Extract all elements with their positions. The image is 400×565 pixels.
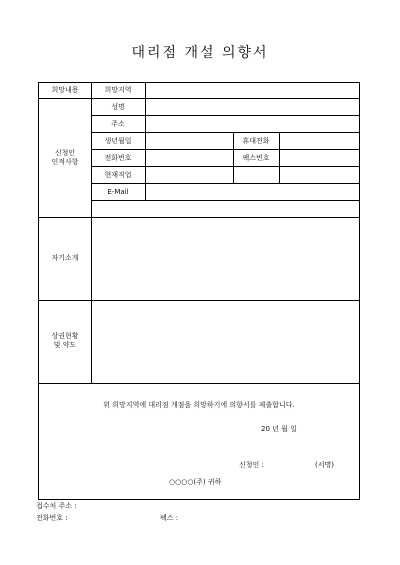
address-label: 주소 [111, 120, 125, 128]
job-extra-field-2[interactable] [281, 169, 357, 181]
row-divider [39, 300, 359, 301]
column-divider [145, 83, 146, 200]
row-divider [39, 383, 359, 384]
row-divider [39, 217, 359, 218]
applicant-label [39, 149, 91, 167]
applicant-label-line1: 신청인 [54, 149, 76, 157]
declaration-statement: 위 희망지역에 대리점 개점을 희망하기에 의향서를 제출합니다. [103, 401, 295, 409]
extra-field[interactable] [93, 202, 357, 215]
market-label [39, 332, 91, 350]
hope-label: 희망내용 [51, 86, 79, 94]
row-divider [91, 132, 359, 133]
job-field[interactable] [147, 169, 231, 181]
phone-label: 전화번호 [104, 154, 132, 162]
row-divider [39, 98, 359, 99]
phone-field[interactable] [147, 152, 231, 164]
footer-phone-label: 전화번호 : [36, 514, 68, 522]
footer-address-label: 접수처 주소 : [36, 502, 77, 510]
fax-field[interactable] [281, 152, 357, 164]
birth-label: 생년월일 [104, 137, 132, 145]
intro-label: 자기소개 [51, 254, 79, 262]
declaration-date: 20 년 월 일 [261, 425, 297, 433]
address-field[interactable] [147, 118, 357, 130]
birth-field[interactable] [147, 135, 231, 147]
mobile-field[interactable] [281, 135, 357, 147]
column-divider [279, 132, 280, 183]
market-field[interactable] [93, 302, 357, 381]
application-form-table [38, 82, 360, 500]
email-label: E-Mail [107, 188, 129, 196]
declaration-addressee: ○○○○(주) 귀하 [169, 478, 222, 486]
name-field[interactable] [147, 101, 357, 113]
hope-region-label: 희망지역 [104, 86, 132, 94]
declaration-applicant-label: 신청인 : [239, 461, 264, 469]
intro-field[interactable] [93, 219, 357, 298]
job-label: 현재직업 [104, 171, 132, 179]
declaration-sign: (서명) [315, 461, 334, 469]
row-divider [91, 200, 359, 201]
fax-label: 팩스번호 [242, 154, 270, 162]
hope-region-field[interactable] [147, 85, 357, 97]
row-divider [91, 166, 359, 167]
job-extra-field-1[interactable] [235, 169, 277, 181]
row-divider [91, 115, 359, 116]
email-field[interactable] [147, 186, 357, 198]
footer-fax-label: 팩스 : [160, 514, 179, 522]
name-label: 성명 [111, 103, 125, 111]
applicant-label-line2: 인적사항 [51, 158, 79, 166]
market-label-line2: 및 약도 [53, 341, 77, 349]
row-divider [91, 183, 359, 184]
mobile-label: 휴대전화 [242, 137, 270, 145]
applicant-signature-field[interactable] [281, 459, 315, 471]
row-divider [91, 149, 359, 150]
document-title: 대리점 개설 의향서 [131, 45, 269, 61]
market-label-line1: 상권현황 [51, 332, 79, 340]
